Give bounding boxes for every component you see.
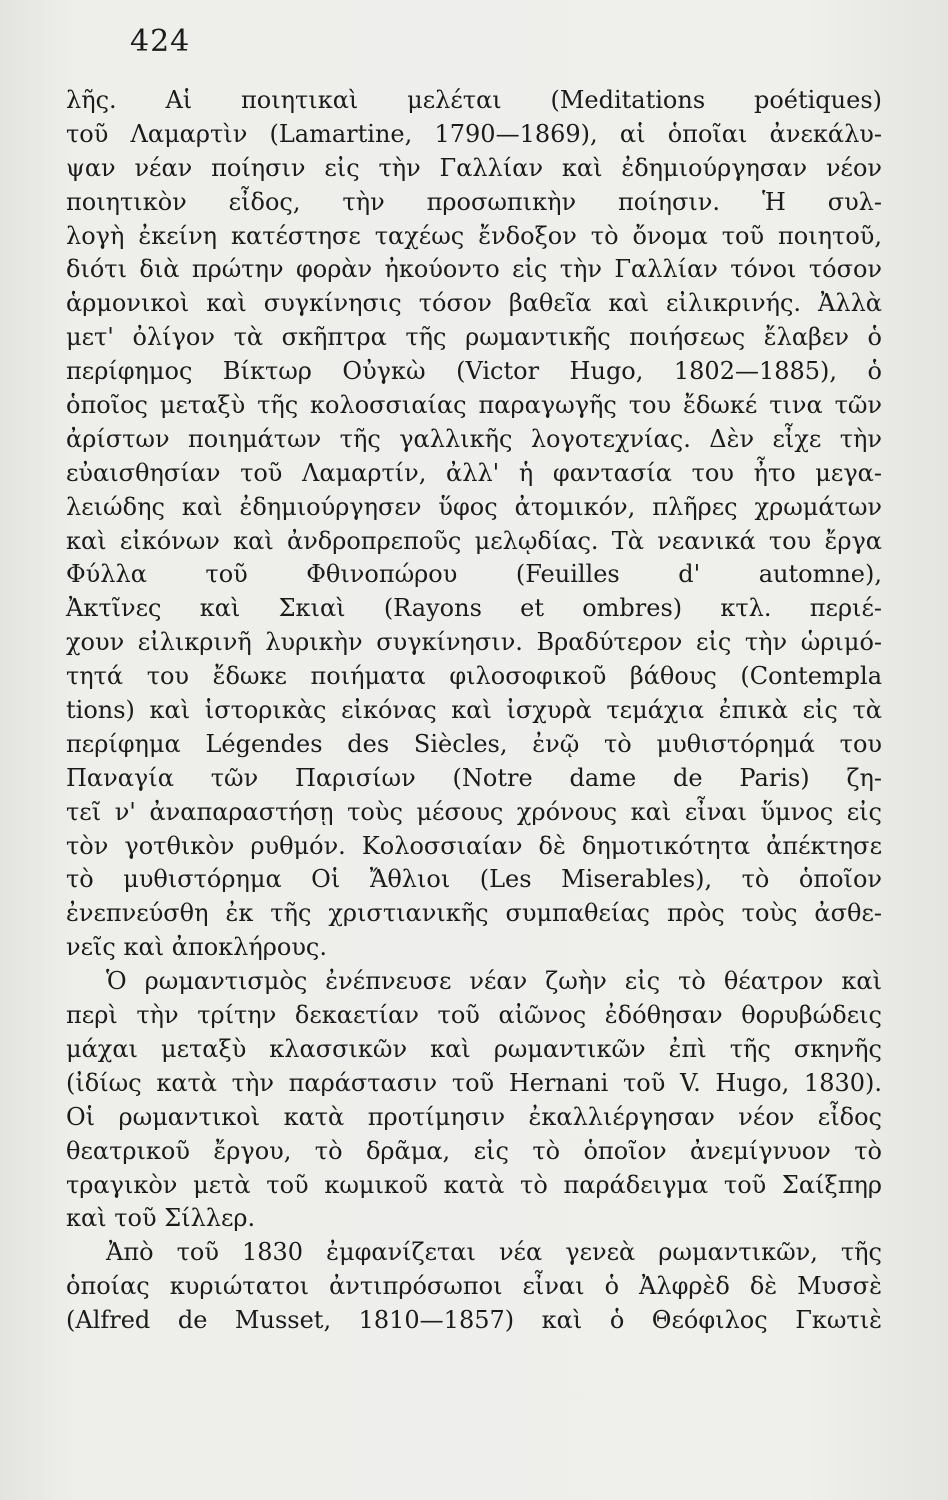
text-line: εὐαισθησίαν τοῦ Λαμαρτίν, ἀλλ' ἡ φαντασία του ἦτο μεγα- [66,458,882,487]
text-line: τραγικὸν μετὰ τοῦ κωμικοῦ κατὰ τὸ παράδειγμα τοῦ Σαίξπηρ [66,1170,882,1199]
text-line: ὁποῖος μεταξὺ τῆς κολοσσιαίας παραγωγῆς του ἔδωκέ τινα τῶν [66,391,882,420]
text-line: ἐνεπνεύσθη ἐκ τῆς χριστιανικῆς συμπαθείας πρὸς τοὺς ἀσθε- [66,899,882,928]
text-line: καὶ τοῦ Σίλλερ. [66,1204,256,1233]
text-line: τοῦ Λαμαρτὶν (Lamartine, 1790—1869), αἱ ὁποῖαι ἀνεκάλυ- [66,119,882,148]
text-line: Ὁ ρωμαντισμὸς ἐνέπνευσε νέαν ζωὴν εἰς τὸ θέατρον καὶ [106,967,882,996]
text-line: καὶ εἰκόνων καὶ ἀνδροπρεποῦς μελῳδίας. Τὰ νεανικά του ἔργα [66,526,882,555]
text-line: λῆς. Αἱ ποιητικαὶ μελέται (Meditations poétiques) [66,86,882,114]
text-line: μετ' ὀλίγον τὰ σκῆπτρα τῆς ρωμαντικῆς ποιήσεως ἔλαβεν ὁ [66,323,882,352]
text-line: Οἱ ρωμαντικοὶ κατὰ προτίμησιν ἐκαλλιέργησαν νέον εἶδος [66,1102,882,1131]
text-line: νεῖς καὶ ἀποκλήρους. [66,933,327,962]
text-line: περίφημα Légendes des Siècles, ἐνῷ τὸ μυθιστόρημά του [66,729,882,758]
text-line: τὸν γοτθικὸν ρυθμόν. Κολοσσιαίαν δὲ δημοτικότητα ἀπέκτησε [66,831,882,860]
text-line: διότι διὰ πρώτην φορὰν ἠκούοντο εἰς τὴν Γαλλίαν τόνοι τόσον [66,255,882,284]
text-line: Ἀκτῖνες καὶ Σκιαὶ (Rayons et ombres) κτλ. περιέ- [66,594,882,623]
text-line: τητά του ἔδωκε ποιήματα φιλοσοφικοῦ βάθους (Contempla [66,662,882,691]
text-line: τὸ μυθιστόρημα Οἱ Ἄθλιοι (Les Miserables), τὸ ὁποῖον [66,865,882,894]
text-line: χουν εἰλικρινῆ λυρικὴν συγκίνησιν. Βραδύτερον εἰς τὴν ὡριμό- [66,628,882,657]
text-line: ἀρίστων ποιημάτων τῆς γαλλικῆς λογοτεχνίας. Δὲν εἶχε τὴν [66,424,882,453]
text-line: (Alfred de Musset, 1810—1857) καὶ ὁ Θεόφιλος Γκωτιὲ [66,1306,882,1335]
text-line: Ἀπὸ τοῦ 1830 ἐμφανίζεται νέα γενεὰ ρωμαντικῶν, τῆς [106,1238,882,1267]
text-line: ἁρμονικοὶ καὶ συγκίνησις τόσον βαθεῖα καὶ εἰλικρινής. Ἀλλὰ [66,289,882,318]
text-line: θεατρικοῦ ἔργου, τὸ δρᾶμα, εἰς τὸ ὁποῖον ἀνεμίγνυον τὸ [66,1136,882,1165]
page-number: 424 [130,24,191,59]
text-line: ψαν νέαν ποίησιν εἰς τὴν Γαλλίαν καὶ ἐδημιούργησαν νέον [66,153,882,182]
text-line: περὶ τὴν τρίτην δεκαετίαν τοῦ αἰῶνος ἐδόθησαν θορυβώδεις [66,1001,882,1030]
text-line: ὁποίας κυριώτατοι ἀντιπρόσωποι εἶναι ὁ Ἀλφρὲδ δὲ Μυσσὲ [66,1272,882,1301]
text-line: περίφημος Βίκτωρ Οὐγκὼ (Victor Hugo, 1802—1885), ὁ [66,357,882,386]
text-line: τεῖ ν' ἀναπαραστήσῃ τοὺς μέσους χρόνους καὶ εἶναι ὕμνος εἰς [66,797,882,826]
text-line: λογὴ ἐκείνη κατέστησε ταχέως ἔνδοξον τὸ ὄνομα τοῦ ποιητοῦ, [66,221,882,250]
text-line: tions) καὶ ἱστορικὰς εἰκόνας καὶ ἰσχυρὰ τεμάχια ἐπικὰ εἰς τὰ [66,696,882,725]
text-line: Φύλλα τοῦ Φθινοπώρου (Feuilles d' automne), [66,560,882,589]
text-line: ποιητικὸν εἶδος, τὴν προσωπικὴν ποίησιν. Ἡ συλ- [66,187,882,216]
text-line: (ἰδίως κατὰ τὴν παράστασιν τοῦ Hernani τοῦ V. Hugo, 1830). [66,1068,882,1097]
body-text [66,84,882,1338]
text-line: μάχαι μεταξὺ κλασσικῶν καὶ ρωμαντικῶν ἐπὶ τῆς σκηνῆς [66,1034,882,1063]
text-line: Παναγία τῶν Παρισίων (Notre dame de Paris) ζη- [66,763,882,792]
text-line: λειώδης καὶ ἐδημιούργησεν ὕφος ἀτομικόν, πλῆρες χρωμάτων [66,492,882,521]
